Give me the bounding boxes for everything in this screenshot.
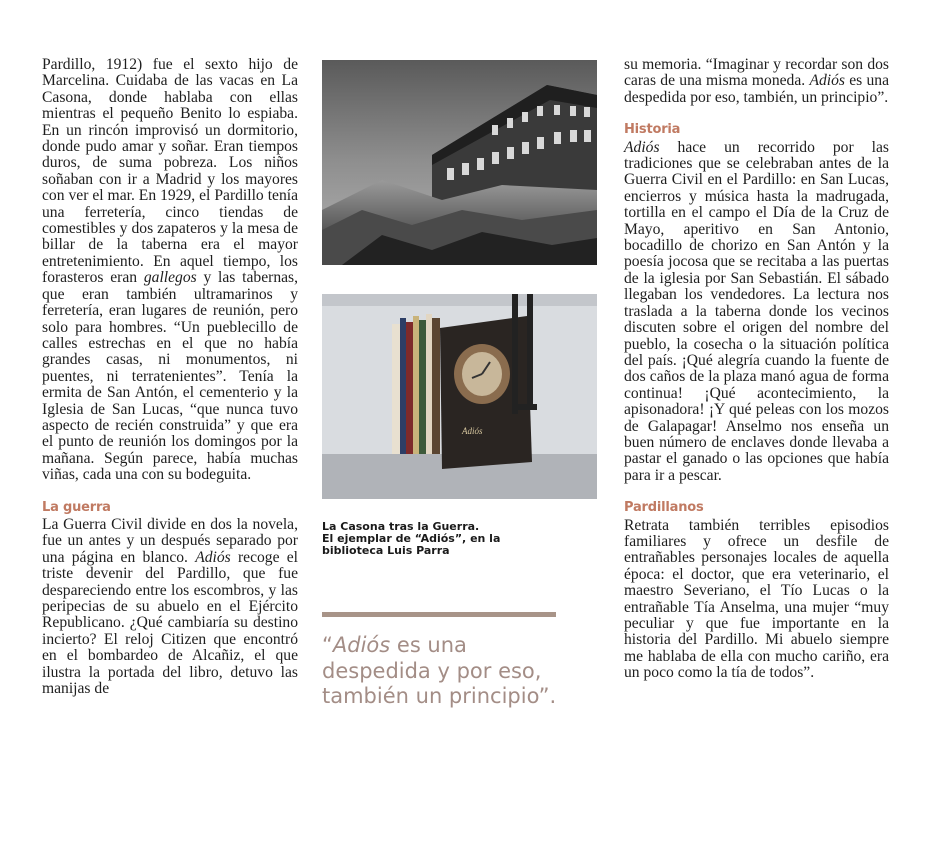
casona-ruins-illustration [322, 60, 597, 265]
left-text-column [42, 57, 298, 697]
photo-la-casona [322, 60, 597, 265]
bookshelf-illustration [322, 294, 597, 499]
photo-book-on-shelf [322, 294, 597, 499]
heading-historia: Historia [624, 122, 681, 138]
heading-la-guerra: La guerra [42, 499, 111, 515]
pull-quote-rule [322, 612, 556, 617]
left-paragraph-2: La Guerra Civil divide en dos la novela, fue un antes y un después separado por una página en blanco. Adiós recoge el triste devenir del Pardillo, que fue despareciendo entre los escombros, y las peripecias de su abuelo en el Ejército Republicano. ¿Qué cambiaría su destino incierto? El reloj Citizen que encontró en el bombardeo de Alcañiz, el que ilustra la portada del libro, detuvo las manijas de [42, 515, 299, 698]
italic-gallegos: gallegos [143, 269, 197, 287]
right-paragraph-3: Retrata también terribles episodios familiares y ofrece un desfile de entrañables personajes locales de aquella época: el doctor, que era veterinario, el maestro Severiano, el Tío Lucas o la entrañable Tía Anselma, una mujer “muy peculiar y que fue importante en la historia del Pardillo. Mi abuelo siempre me hablaba de ella con mucho cariño, era un poco como la tía de todos”. [624, 516, 889, 682]
left-paragraph-1: Pardillo, 1912) fue el sexto hijo de Marcelina. Cuidaba de las vacas en La Casona, donde hablaba con ellas mientras el pequeño Benito lo espiaba. En un rincón improvisó un dormitorio, donde pudo amar y soñar. Eran tiempos duros, de suma pobreza. Los niños soñaban con ir a Madrid y los mayores con ver el mar. En 1929, el Pardillo tenía una ferretería, cinco tiendas de comestibles y dos zapateros y la mesa de billar de la taberna era el mayor entretenimiento. En aquel tiempo, los forasteros eran gallegos y las tabernas, que eran también ultramarinos y ferretería, eran lugares de reunión, pero solo para hombres. “Un pueblecillo de calles estrechas en el que no había grandes casas, ni monumentos, ni puentes, ni terratenientes”. Tenía la ermita de San Antón, el cementerio y la Iglesia de San Lucas, “que nunca tuvo aspecto de recién construida” y que era el punto de reunión los domingos por la mañana. Según parece, había muchas viñas, cada una con su bodeguita. [42, 56, 298, 484]
book-spines [392, 314, 440, 454]
book-cover-title: Adiós [462, 426, 483, 436]
heading-pardillanos: Pardillanos [624, 500, 704, 516]
right-paragraph-1: su memoria. “Imaginar y recordar son dos caras de una misma moneda. Adiós es una despedida por eso, también, un principio”. [624, 56, 890, 106]
pull-quote: “Adiós es una despedida y por eso, también un principio”. [322, 633, 557, 708]
right-text-column [624, 57, 889, 682]
right-paragraph-2: Adiós hace un recorrido por las tradiciones que se celebraban antes de la Guerra Civil en el Pardillo: en San Lucas, encierros y música hasta la madrugada, tortilla en el campo el Día de la Cruz de Mayo, aperitivo en San Antonio, bocadillo de chorizo en San Antón y la poesía jocosa que se recitaba a las puertas de la iglesia por San Sebastián. El sábado llegaban los vendedores. La lectura nos traslada a la taberna donde los vecinos discuten sobre el origen del nombre del pueblo, la cosecha o la situación política del país. ¡Qué alegría cuando la fuente de dos caños de la plaza manó agua de forma continua! ¡Qué acontecimiento, la apisonadora! ¡Y qué peleas con los mozos de Galapagar! Anselmo nos enseña un buen número de enclaves donde llevaba a pastar el ganado o las opciones que había para ir a pescar. [624, 138, 889, 484]
photo-caption: La Casona tras la Guerra. El ejemplar de “Adiós”, en la biblioteca Luis Parra [322, 520, 501, 557]
